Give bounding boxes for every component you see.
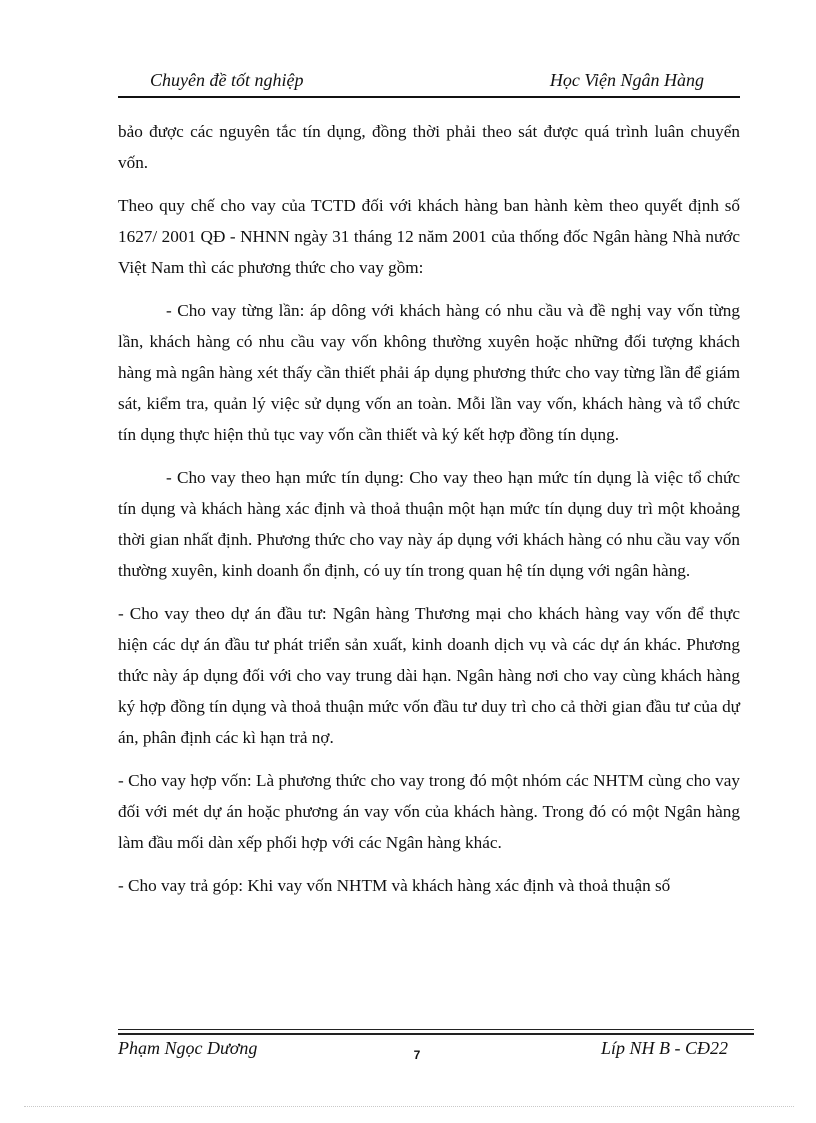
- footer-author: Phạm Ngọc Dương: [118, 1038, 258, 1058]
- page-bottom-edge: [24, 1106, 794, 1107]
- page-number: 7: [413, 1048, 421, 1062]
- paragraph-loan-per-time: - Cho vay từng lần: áp dông với khách hàng có nhu cầu và đề nghị vay vốn từng lần, khách hàng có nhu cầu vay vốn không thường xuyên hoặc những đối tượng khách hàng mà ngân hàng xét thấy cần thiết phải áp dụng phương thức cho vay từng lần để giám sát, kiểm tra, quản lý việc sử dụng vốn an toàn. Mỗi lần vay vốn, khách hàng và tổ chức tín dụng thực hiện thủ tục vay vốn cần thiết và ký kết hợp đồng tín dụng.: [118, 301, 740, 444]
- paragraph-continuation: bảo được các nguyên tắc tín dụng, đồng thời phải theo sát được quá trình luân chuyển vốn.: [118, 122, 740, 172]
- paragraph-installment-loan: - Cho vay trả góp: Khi vay vốn NHTM và khách hàng xác định và thoả thuận số: [118, 876, 671, 895]
- paragraph-syndicated-loan: - Cho vay hợp vốn: Là phương thức cho vay trong đó một nhóm các NHTM cùng cho vay đối với mét dự án hoặc phương án vay vốn của khách hàng. Trong đó có một Ngân hàng làm đầu mối dàn xếp phối hợp với các Ngân hàng khác.: [118, 771, 740, 852]
- header-institution: Học Viện Ngân Hàng: [549, 70, 704, 90]
- footer-divider-thin: [118, 1029, 754, 1030]
- page-header: [118, 68, 740, 98]
- footer-class: Líp NH B - CĐ22: [600, 1038, 728, 1058]
- paragraph-intro: Theo quy chế cho vay của TCTD đối với khách hàng ban hành kèm theo quyết định số 1627/ 2001 QĐ - NHNN ngày 31 tháng 12 năm 2001 của thống đốc Ngân hàng Nhà nước Việt Nam thì các phương thức cho vay gồm:: [118, 196, 740, 277]
- footer-divider-thick: [118, 1033, 754, 1035]
- document-body: [118, 116, 740, 901]
- header-divider: [118, 96, 740, 98]
- header-thesis-title: Chuyên đề tốt nghiệp: [150, 70, 304, 90]
- paragraph-credit-limit: - Cho vay theo hạn mức tín dụng: Cho vay theo hạn mức tín dụng là việc tổ chức tín dụng và khách hàng xác định và thoả thuận một hạn mức tín dụng duy trì một khoảng thời gian nhất định. Phương thức cho vay này áp dụng với khách hàng có nhu cầu vay vốn thường xuyên, kinh doanh ổn định, có uy tín trong quan hệ tín dụng với ngân hàng.: [118, 468, 740, 580]
- paragraph-project-loan: - Cho vay theo dự án đầu tư: Ngân hàng Thương mại cho khách hàng vay vốn để thực hiện các dự án đầu tư phát triển sản xuất, kinh doanh dịch vụ và các dự án khác. Phương thức này áp dụng đối với cho vay trung dài hạn. Ngân hàng nơi cho vay cùng khách hàng ký hợp đồng tín dụng và thoả thuận mức vốn đầu tư duy trì cho cả thời gian đầu tư của dự án, phân định các kì hạn trả nợ.: [118, 604, 740, 747]
